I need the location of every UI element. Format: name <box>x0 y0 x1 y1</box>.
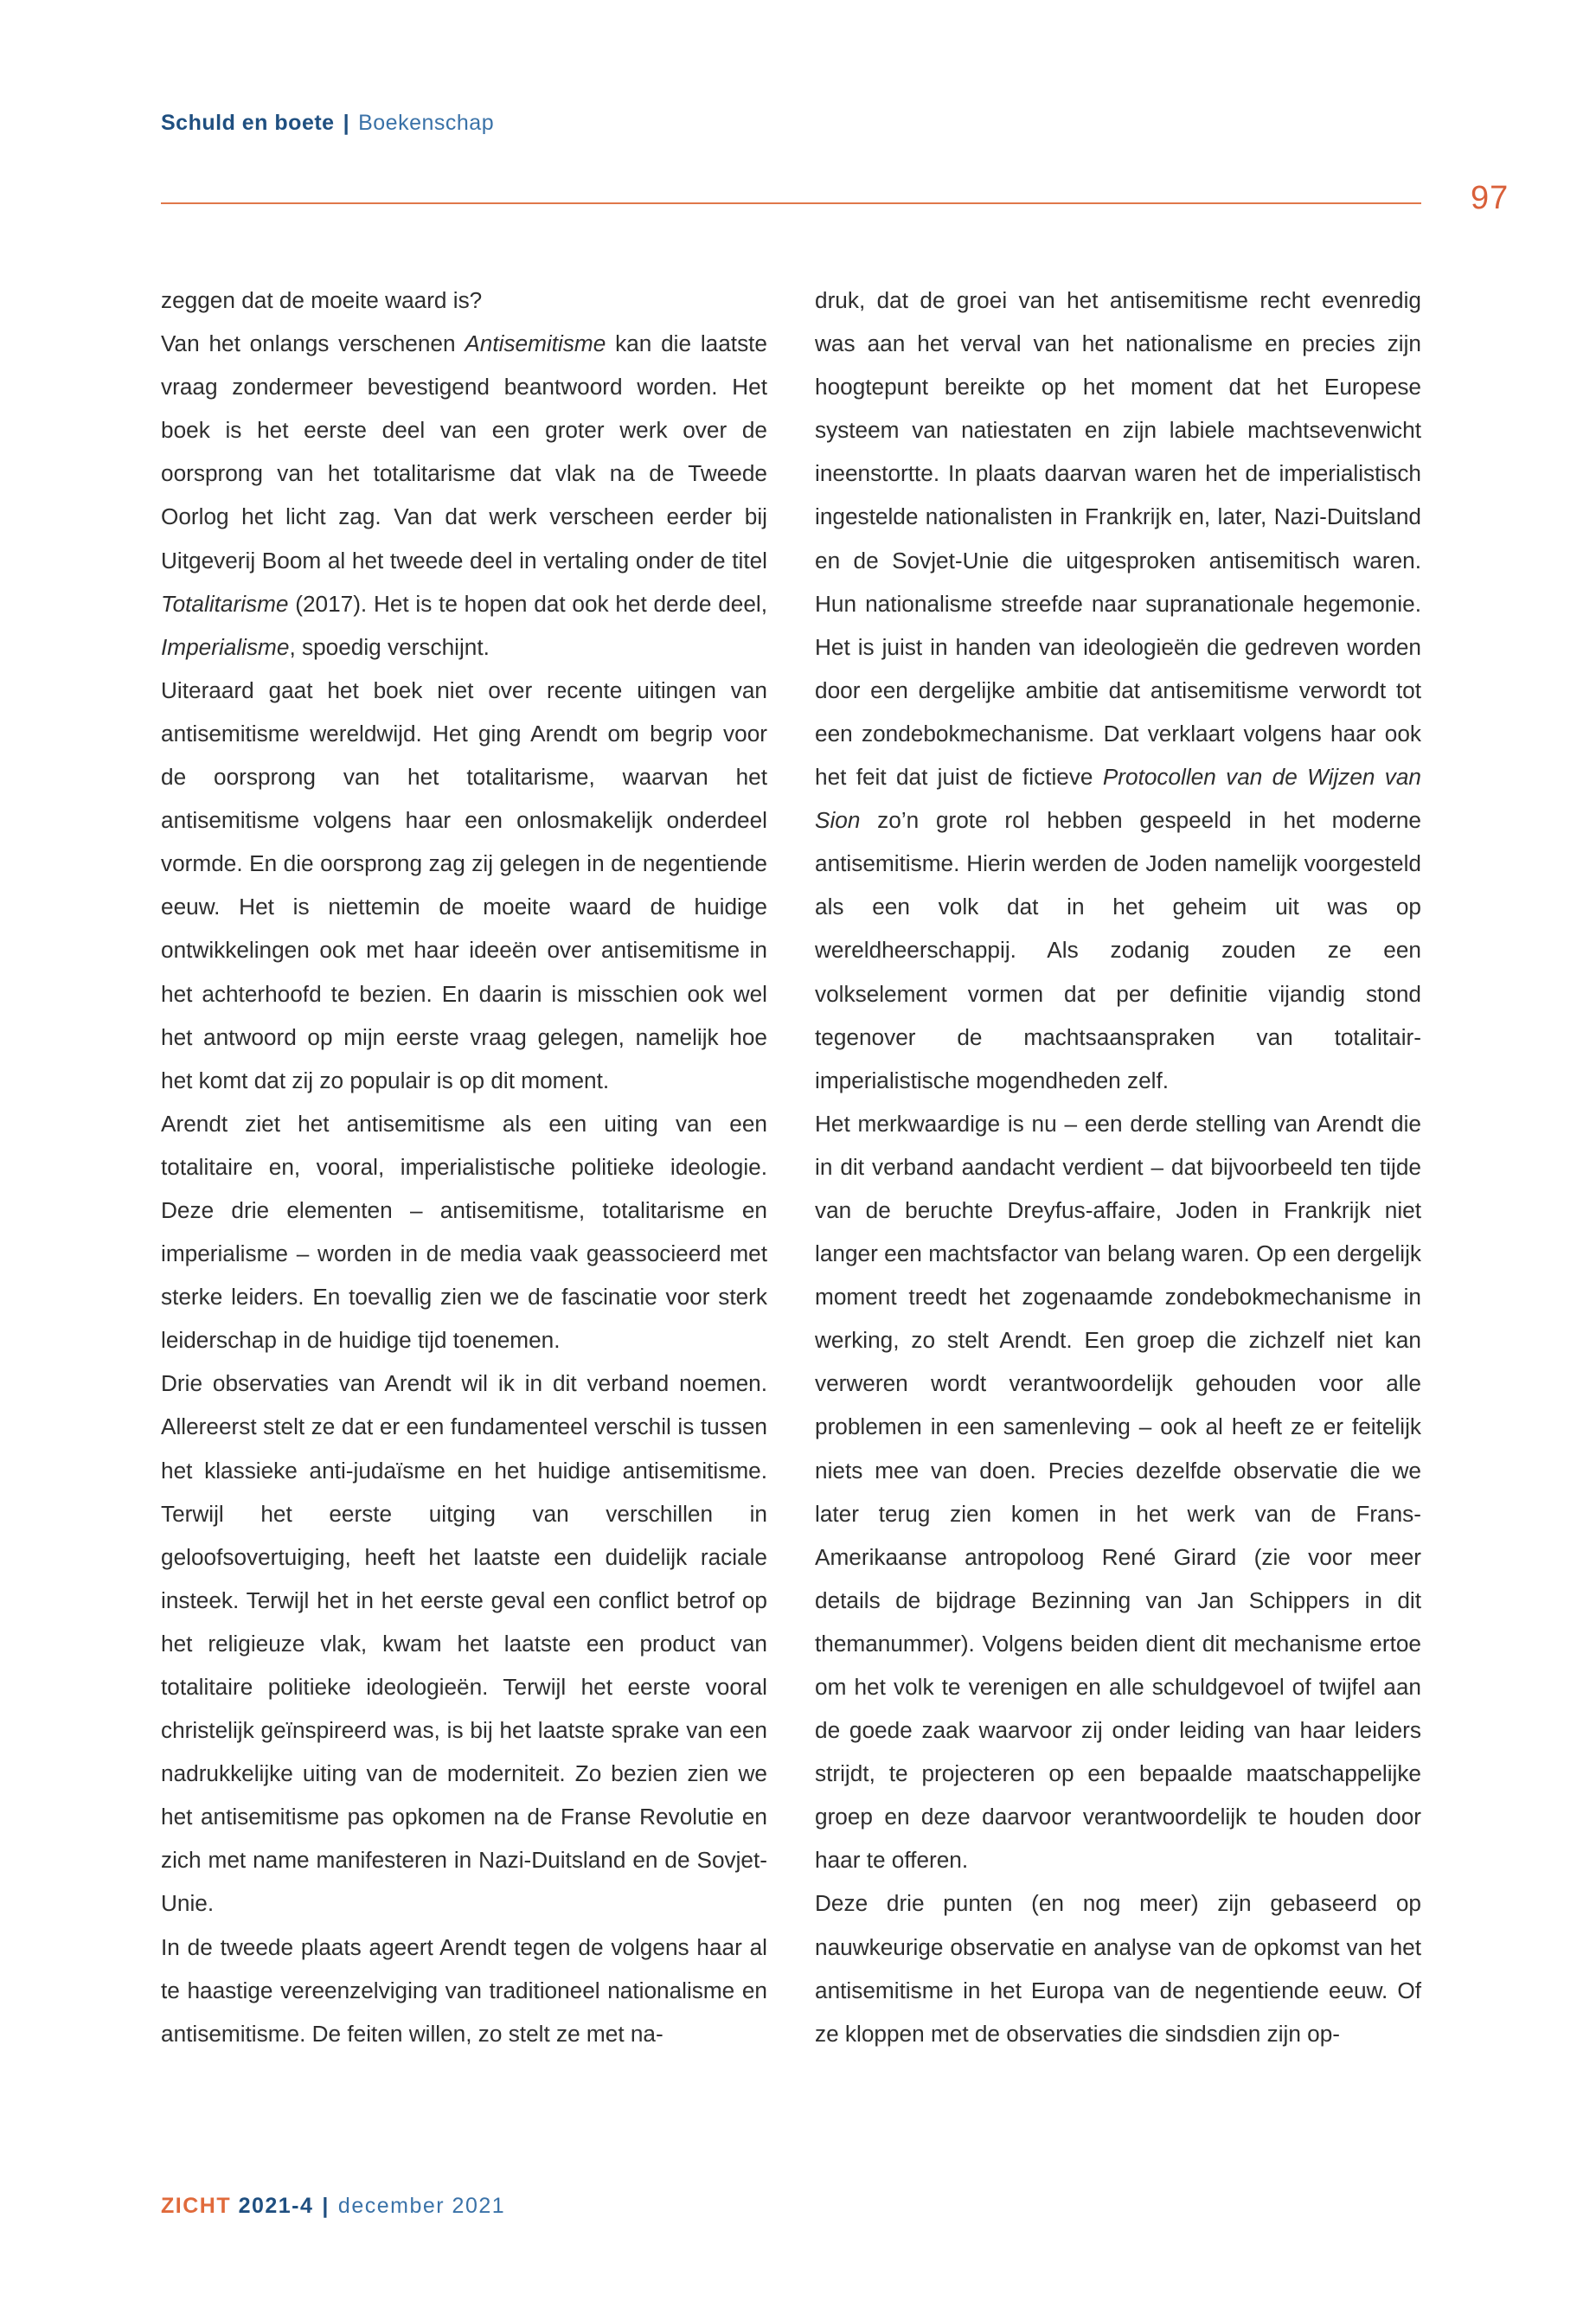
header-section: Boekenschap <box>358 111 495 135</box>
book-title: Totalitarisme <box>161 590 289 617</box>
running-header <box>161 111 494 136</box>
text-run: druk, dat de groei van het antisemitisme recht evenredig was aan het verval van het nationalisme en precies zijn hoogtepunt bereikte op het moment dat het Europese systeem van natiestaten en zijn labiele machtsevenwicht ineenstortte. In plaats daarvan waren het de imperialistisch ingestelde nationalisten in Frankrijk en, later, Nazi-Duitsland en de Sovjet-Unie die uitgesproken antisemitisch waren. Hun nationalisme streefde naar supranationale hegemonie. Het is juist in handen van ideologieën die gedreven worden door een dergelijke ambitie dat antisemitisme verwordt tot een zondebokmechanisme. Dat verklaart volgens haar ook het feit dat juist de fictieve <box>815 287 1421 791</box>
paragraph <box>815 279 1421 1102</box>
header-rule <box>161 202 1421 204</box>
footer <box>161 2194 505 2219</box>
book-title: Antisemitisme <box>465 330 606 357</box>
paragraph: Arendt ziet het antisemitisme als een uiting van een totalitaire en, vooral, imperialistische politieke ideologie. Deze drie elementen – antisemitisme, totalitarisme en imperialisme – worden in de media vaak geassocieerd met sterke leiders. En toevallig zien we de fascinatie voor sterk leiderschap in de huidige tijd toenemen. <box>161 1110 767 1354</box>
paragraph: zeggen dat de moeite waard is? <box>161 287 483 313</box>
right-column <box>815 279 1421 2055</box>
footer-magazine: ZICHT <box>161 2194 232 2218</box>
header-separator: | <box>343 111 350 135</box>
text-run: (2017). Het is te hopen dat ook het derde deel, <box>288 590 767 617</box>
text-run: , spoedig verschijnt. <box>289 633 490 660</box>
book-title: Imperialisme <box>161 633 290 660</box>
paragraph <box>161 322 767 669</box>
paragraph: Deze drie punten (en nog meer) zijn gebaseerd op nauwkeurige observatie en analyse van de opkomst van het antisemitisme in het Europa van de negentiende eeuw. Of ze kloppen met de observaties die sindsdien zijn op- <box>815 1890 1421 2047</box>
paragraph: Het merkwaardige is nu – een derde stelling van Arendt die in dit verband aandacht verdient – dat bijvoorbeeld ten tijde van de beruchte Dreyfus-affaire, Joden in Frankrijk niet langer een machtsfactor van belang waren. Op een dergelijk moment treedt het zogenaamde zondebokmechanisme in werking, zo stelt Arendt. Een groep die zichzelf niet kan verweren wordt verantwoordelijk gehouden voor alle problemen in een samenleving – ook al heeft ze er feitelijk niets mee van doen. Precies dezelfde observatie die we later terug zien komen in het werk van de Frans-Amerikaanse antropoloog René Girard (zie voor meer details de bijdrage Bezinning van Jan Schippers in dit themanummer). Volgens beiden dient dit mechanisme ertoe om het volk te verenigen en alle schuldgevoel of twijfel aan de goede zaak waarvoor zij onder leiding van haar leiders strijdt, te projecteren op een bepaalde maatschappelijke groep en deze daarvoor verantwoordelijk te houden door haar te offeren. <box>815 1110 1421 1874</box>
text-run: zo’n grote rol hebben gespeeld in het moderne antisemitisme. Hierin werden de Joden namelijk voorgesteld als een volk dat in het geheim uit was op wereldheerschappij. Als zodanig zouden ze een volkselement vormen dat per definitie vijandig stond tegenover de machtsaanspraken van totalitair-imperialistische mogendheden zelf. <box>815 807 1421 1093</box>
left-column <box>161 279 767 2055</box>
book-title: Protocollen van de Wijzen van Sion <box>815 764 1421 834</box>
paragraph: Drie observaties van Arendt wil ik in dit verband noemen. Allereerst stelt ze dat er een fundamenteel verschil is tussen het klassieke anti-judaïsme en het huidige antisemitisme. Terwijl het eerste uitging van verschillen in geloofsovertuiging, heeft het laatste een duidelijk raciale insteek. Terwijl het in het eerste geval een conflict betrof op het religieuze vlak, kwam het laatste een product van totalitaire politieke ideologieën. Terwijl het eerste vooral christelijk geïnspireerd was, is bij het laatste sprake van een nadrukkelijke uiting van de moderniteit. Zo bezien zien we het antisemitisme pas opkomen na de Franse Revolutie en zich met name manifesteren in Nazi-Duitsland en de Sovjet-Unie. <box>161 1370 767 1917</box>
footer-date: december 2021 <box>337 2194 506 2218</box>
paragraph: In de tweede plaats ageert Arendt tegen de volgens haar al te haastige vereenzelviging van traditioneel nationalisme en antisemitisme. De feiten willen, zo stelt ze met na- <box>161 1933 767 2047</box>
page-number: 97 <box>1471 180 1509 216</box>
footer-issue: 2021-4 <box>238 2194 314 2218</box>
text-run: Van het onlangs verschenen <box>161 330 465 357</box>
header-title: Schuld en boete <box>161 111 335 135</box>
paragraph: Uiteraard gaat het boek niet over recente uitingen van antisemitisme wereldwijd. Het ging Arendt om begrip voor de oorsprong van het totalitarisme, waarvan het antisemitisme volgens haar een onlosmakelijk onderdeel vormde. En die oorsprong zag zij gelegen in de negentiende eeuw. Het is niettemin de moeite waard de huidige ontwikkelingen ook met haar ideeën over antisemitisme in het achterhoofd te bezien. En daarin is misschien ook wel het antwoord op mijn eerste vraag gelegen, namelijk hoe het komt dat zij zo populair is op dit moment. <box>161 676 767 1093</box>
footer-separator: | <box>322 2194 330 2218</box>
text-run: kan die laatste vraag zondermeer bevestigend beantwoord worden. Het boek is het eerste deel van een groter werk over de oorsprong van het totalitarisme dat vlak na de Tweede Oorlog het licht zag. Van dat werk verscheen eerder bij Uitgeverij Boom al het tweede deel in vertaling onder de titel <box>161 330 767 574</box>
